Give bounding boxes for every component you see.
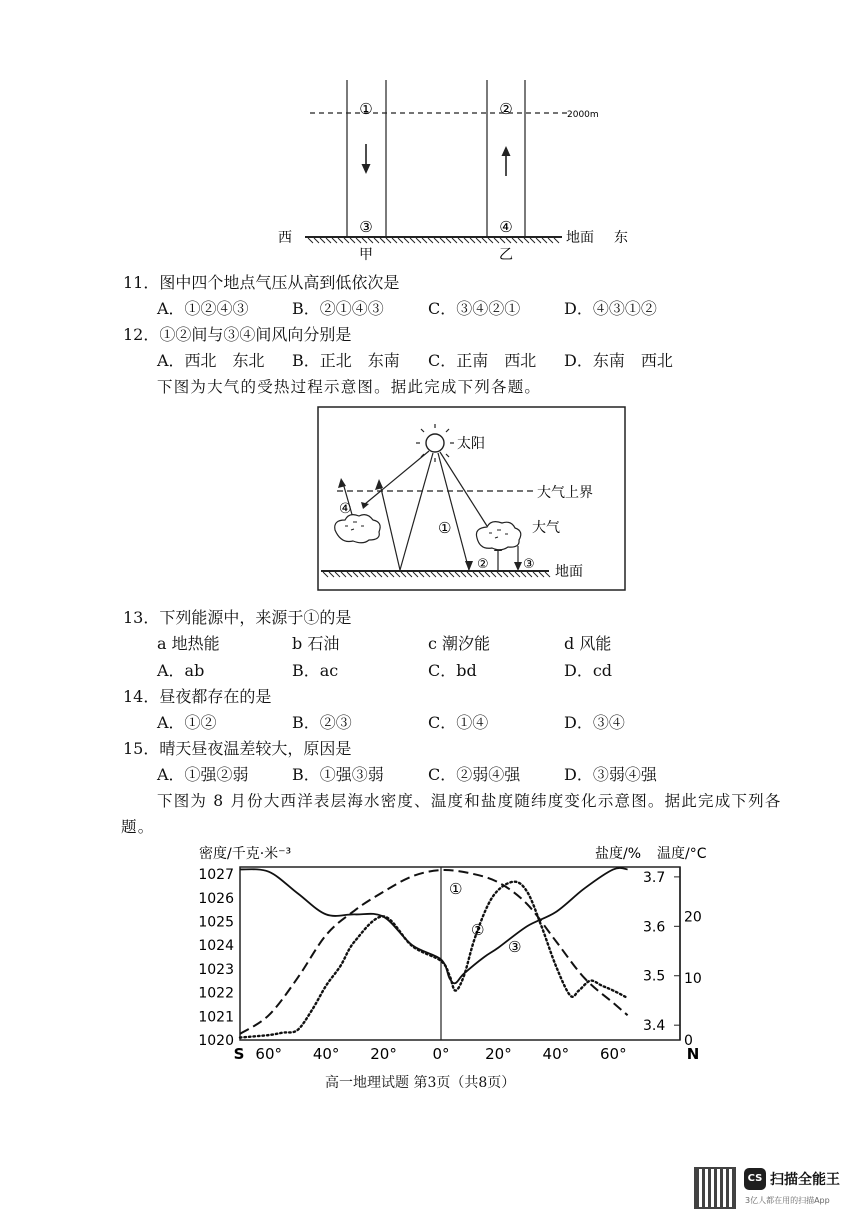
label-atmosphere: 大气 (532, 520, 560, 536)
q12-option-d: D．东南 西北 (564, 351, 673, 370)
y-mid-tick-label: 3.4 (643, 1018, 666, 1035)
y-left-tick-label: 1026 (198, 890, 234, 907)
y-right-tick-label: 0 (684, 1033, 693, 1049)
q14-option-b: B．②③ (292, 713, 352, 732)
hatch-mark (431, 572, 436, 577)
y-left-tick-label: 1021 (198, 1009, 234, 1026)
hatch-mark (521, 572, 526, 577)
q14-option-c: C．①④ (428, 713, 489, 732)
hatch-mark (386, 238, 391, 243)
x-tick-label: N (686, 1045, 700, 1063)
hatch-mark (464, 238, 469, 243)
hatch-mark (419, 572, 424, 577)
q11-option-a: A．①②④③ (157, 299, 249, 318)
q11-option-d: D．④③①② (564, 299, 657, 318)
label-height: 2000m (567, 110, 599, 120)
hatch-mark (515, 572, 520, 577)
hatch-mark (524, 238, 529, 243)
q13-option-a: A．ab (157, 661, 205, 680)
up-arrow-icon (502, 146, 511, 176)
hatch-mark (365, 572, 370, 577)
y-right-tick-label: 20 (684, 909, 702, 926)
hatch-mark (443, 572, 448, 577)
intro-figure-2: 下图为大气的受热过程示意图。据此完成下列各题。 (157, 378, 542, 396)
hatch-mark (380, 238, 385, 243)
hatch-mark (446, 238, 451, 243)
chart-series (240, 868, 628, 1038)
hatch-mark (494, 238, 499, 243)
hatch-mark (398, 238, 403, 243)
label-ray-1: ① (438, 519, 452, 537)
hatch-mark (488, 238, 493, 243)
y-mid-label: 盐度/% (595, 846, 642, 862)
hatch-mark (308, 238, 313, 243)
hatch-mark (434, 238, 439, 243)
hatch-mark (392, 238, 397, 243)
q14-option-a: A．①② (157, 713, 217, 732)
q14-option-d: D．③④ (564, 713, 625, 732)
hatch-mark (506, 238, 511, 243)
arrowhead-reflect-up (375, 479, 383, 490)
hatch-mark (425, 572, 430, 577)
qr-code-icon (694, 1167, 736, 1209)
arrowhead-ground-right (465, 561, 473, 571)
hatch-mark (473, 572, 478, 577)
watermark-brand: 扫描全能王 (770, 1172, 840, 1188)
q11-option-b: B．②①④③ (292, 299, 384, 318)
page-footer: 高一地理试题 第3页（共8页） (325, 1075, 516, 1091)
q13-choice-a: a 地热能 (157, 634, 220, 653)
hatch-mark (389, 572, 394, 577)
hatch-mark (422, 238, 427, 243)
q12-option-a: A．西北 东北 (157, 351, 265, 370)
x-tick-label: 20° (485, 1045, 512, 1063)
hatch-mark (527, 572, 532, 577)
x-tick-label: 60° (255, 1045, 283, 1063)
hatch-mark (533, 572, 538, 577)
right-cloud-icon (476, 522, 520, 550)
hatch-mark (455, 572, 460, 577)
hatch-mark (542, 238, 547, 243)
annotation-1: ① (449, 880, 463, 898)
q15-option-b: B．①强③弱 (292, 765, 384, 784)
question-12-stem: 12．①②间与③④间风向分别是 (123, 325, 352, 344)
hatch-mark (458, 238, 463, 243)
question-11-stem: 11．图中四个地点气压从高到低依次是 (123, 273, 400, 292)
hatch-mark (512, 238, 517, 243)
hatch-mark (395, 572, 400, 577)
q15-option-a: A．①强②弱 (157, 765, 249, 784)
ocean-properties-chart (190, 840, 730, 1065)
hatch-mark (470, 238, 475, 243)
x-tick-label: 0° (432, 1045, 450, 1063)
series-line-salinity (240, 882, 628, 1038)
ray-reflect-up (380, 484, 400, 570)
hatch-mark (467, 572, 472, 577)
hatch-mark (329, 572, 334, 577)
intro-figure-3-line-1: 下图为 8 月份大西洋表层海水密度、温度和盐度随纬度变化示意图。据此完成下列各 (157, 792, 782, 810)
hatch-mark (332, 238, 337, 243)
hatch-mark (338, 238, 343, 243)
hatch-mark (326, 238, 331, 243)
hatch-mark (449, 572, 454, 577)
hatch-mark (401, 572, 406, 577)
hatch-mark (341, 572, 346, 577)
hatch-mark (497, 572, 502, 577)
q12-option-c: C．正南 西北 (428, 351, 537, 370)
series-line-density (240, 868, 628, 983)
y-left-tick-label: 1022 (198, 985, 234, 1002)
hatch-mark (548, 238, 553, 243)
camscanner-logo: CS (744, 1168, 766, 1190)
label-sun: 太阳 (457, 436, 485, 452)
figure-1-pressure-diagram (270, 80, 640, 265)
label-ray-2: ② (477, 557, 489, 572)
hatch-mark (410, 238, 415, 243)
hatch-mark (530, 238, 535, 243)
hatch-mark (518, 238, 523, 243)
hatch-mark (437, 572, 442, 577)
hatch-mark (320, 238, 325, 243)
hatch-mark (314, 238, 319, 243)
q15-option-d: D．③弱④强 (564, 765, 657, 784)
x-tick-label: 40° (542, 1045, 570, 1063)
label-ground: 地面 (566, 230, 594, 246)
annotation-3: ③ (508, 938, 522, 956)
hatch-mark (359, 572, 364, 577)
label-point-2: ② (499, 100, 513, 118)
ray-sun-to-left-cloud (365, 451, 429, 504)
q15-option-c: C．②弱④强 (428, 765, 521, 784)
hatch-mark (377, 572, 382, 577)
ray-sun-to-ground-right (438, 453, 469, 570)
intro-figure-3-line-2: 题。 (121, 818, 155, 836)
y-left-tick-label: 1027 (198, 867, 234, 884)
label-point-4: ④ (499, 218, 513, 236)
y-right-tick-label: 10 (684, 971, 702, 988)
ground-hatching (308, 238, 559, 243)
q13-option-d: D．cd (564, 661, 613, 680)
hatch-mark (482, 238, 487, 243)
hatch-mark (368, 238, 373, 243)
figure-2-heating-process (317, 406, 627, 592)
label-fig2-ground: 地面 (555, 564, 583, 580)
question-13-stem: 13．下列能源中，来源于①的是 (123, 608, 352, 627)
watermark-slogan: 3亿人都在用的扫描App (745, 1196, 830, 1205)
hatch-mark (476, 238, 481, 243)
hatch-mark (554, 238, 559, 243)
hatch-mark (362, 238, 367, 243)
label-jia: 甲 (359, 247, 373, 263)
hatch-mark (344, 238, 349, 243)
hatch-mark (461, 572, 466, 577)
label-yi: 乙 (499, 247, 513, 263)
hatch-mark (347, 572, 352, 577)
label-west: 西 (278, 230, 292, 246)
hatch-mark (404, 238, 409, 243)
hatch-mark (491, 572, 496, 577)
hatch-mark (539, 572, 544, 577)
x-tick-label: 20° (370, 1045, 397, 1063)
y-mid-tick-label: 3.7 (643, 869, 666, 886)
hatch-mark (440, 238, 445, 243)
label-ray-3: ③ (523, 557, 535, 572)
q11-option-c: C．③④②① (428, 299, 521, 318)
hatch-mark (479, 572, 484, 577)
hatch-mark (356, 238, 361, 243)
y-left-tick-label: 1025 (198, 914, 234, 931)
y-mid-tick-label: 3.6 (643, 919, 666, 936)
annotation-2: ② (471, 921, 485, 939)
y-mid-tick-label: 3.5 (643, 968, 666, 985)
hatch-mark (536, 238, 541, 243)
hatch-mark (545, 572, 550, 577)
hatch-mark (509, 572, 514, 577)
y-right-label: 温度/°C (657, 846, 707, 862)
x-tick-label: 40° (312, 1045, 340, 1063)
fig2-ground-hatching (323, 572, 550, 577)
hatch-mark (323, 572, 328, 577)
y-left-label: 密度/千克·米⁻³ (199, 846, 292, 862)
left-cloud-icon (335, 515, 380, 543)
x-tick-label: 60° (599, 1045, 627, 1063)
hatch-mark (350, 238, 355, 243)
arrowhead-3-down (514, 562, 522, 571)
down-arrow-icon (362, 144, 371, 174)
hatch-mark (353, 572, 358, 577)
label-ray-4: ④ (339, 501, 352, 517)
hatch-mark (413, 572, 418, 577)
question-15-stem: 15．晴天昼夜温差较大，原因是 (123, 739, 352, 758)
y-left-tick-label: 1024 (198, 938, 234, 955)
arrowhead-sun-to-cloud (361, 502, 369, 509)
hatch-mark (452, 238, 457, 243)
hatch-mark (428, 238, 433, 243)
hatch-mark (407, 572, 412, 577)
label-east: 东 (614, 230, 628, 246)
q12-option-b: B．正北 东南 (292, 351, 400, 370)
hatch-mark (416, 238, 421, 243)
hatch-mark (503, 572, 508, 577)
label-point-1: ① (359, 100, 373, 118)
y-left-tick-label: 1020 (198, 1033, 234, 1049)
hatch-mark (383, 572, 388, 577)
question-14-stem: 14．昼夜都存在的是 (123, 687, 272, 706)
hatch-mark (485, 572, 490, 577)
y-left-tick-label: 1023 (198, 961, 234, 978)
q13-option-b: B．ac (292, 661, 339, 680)
x-tick-label: S (233, 1045, 245, 1063)
label-atmosphere-top: 大气上界 (537, 485, 593, 501)
q13-choice-c: c 潮汐能 (428, 634, 491, 653)
q13-option-c: C．bd (428, 661, 477, 680)
q13-choice-b: b 石油 (292, 634, 340, 653)
hatch-mark (374, 238, 379, 243)
hatch-mark (500, 238, 505, 243)
hatch-mark (371, 572, 376, 577)
label-point-3: ③ (359, 218, 373, 236)
q13-choice-d: d 风能 (564, 634, 612, 653)
hatch-mark (335, 572, 340, 577)
